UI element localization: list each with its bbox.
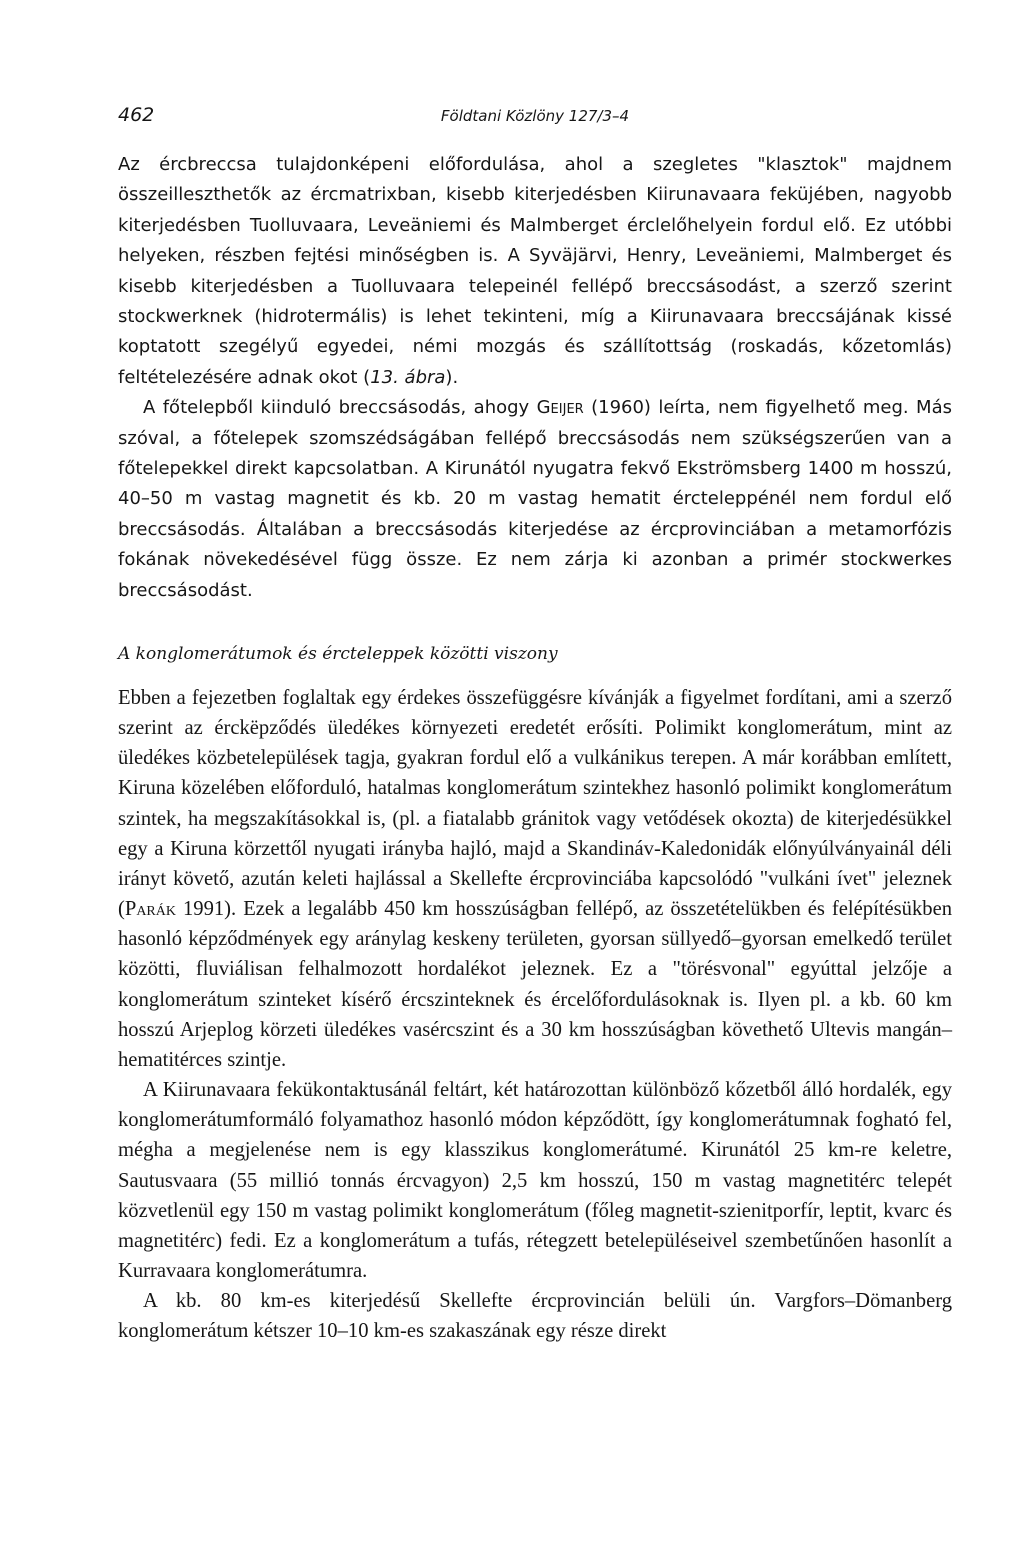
section-conglomerate — [118, 683, 952, 1346]
page-number: 462 — [118, 104, 155, 126]
section-heading: A konglomerátumok és ércteleppek közötti viszony — [118, 644, 558, 664]
author-name: Parák — [124, 898, 176, 921]
section-breccia — [118, 150, 952, 606]
journal-title: Földtani Közlöny 127/3–4 — [440, 107, 630, 125]
paragraph-text: ). — [445, 366, 459, 388]
paragraph-text: 1991). Ezek a legalább 450 km hosszúságban fellépő, az összetételükben és felépítésükben hasonló képződmények egy aránylag keskeny területen, gyorsan süllyedő–gyorsan emelkedő terület közötti, fluviálisan felhalmozott hordalékot jeleznek. Ez a "törésvonal" egyúttal jelzője a konglomerátum szinteket kísérő ércszinteknek és ércelőfordulásoknak is. Ilyen pl. a kb. 60 km hosszú Arjeplog körzeti üledékes vasércszint és a 30 km hosszúságban követhető Ultevis mangán–hematitérces szintje. — [118, 898, 952, 1071]
paragraph-text: Ebben a fejezetben foglaltak egy érdekes összefüggésre kívánják a figyelmet fordítani, ami a szerző szerint az érckëpződés üledékes környezeti eredetét erősíti. Polimikt konglomerátum, mint az üledékes közbetelepülések tagja, gyakran fordul elő a vulkánikus terepen. A már korábban említett, Kiruna közelében előforduló, hatalmas konglomerátum szintekhez hasonló polimikt konglomerátum szintek, ha megszakításokkal is, (pl. a fiatalabb gránitok vagy vetődések okozta) de kiterjedésükkel egy a Kiruna körzettől nyugati irányba hajló, majd a Skandináv-Kaledonidák előnyúlványainál déli irányt követő, azután keleti hajlással a Skellefte ércprovinciába kapcsolódó "vulkáni ívet" jeleznek ( — [118, 687, 952, 921]
paragraph-text: Az ércbreccsa tulajdonképeni előfordulása, ahol a szegletes "klasztok" majdnem összeilleszthetők az ércmatrixban, kisebb kiterjedésben Kiirunavaara feküjében, nagyobb kiterjedésben Tuolluvaara, Leveäniemi és Malmberget érclelőhelyein fordul elő. Ez utóbbi helyeken, részben fejtési minőségben is. A Syväjärvi, Henry, Leveäniemi, Malmberget és kisebb kiterjedésben a Tuolluvaara telepeinél fellépő breccsásodást, a szerző szerint stockwerknek (hidrotermális) is lehet tekinteni, míg a Kiirunavaara breccsájának kissé koptatott szegélyű egyedei, némi mozgás és szállítottság (roskadás, kőzetomlás) feltételezésére adnak okot ( — [118, 154, 952, 388]
paragraph-text: A főtelepből kiinduló breccsásodás, ahogy — [143, 397, 537, 419]
paragraph: A kb. 80 km-es kiterjedésű Skellefte ércprovincián belüli ún. Vargfors–Dömanberg konglomerátum kétszer 10–10 km-es szakaszának egy része direkt — [118, 1290, 952, 1343]
paragraph — [118, 683, 952, 1075]
paragraph — [118, 393, 952, 606]
running-header — [118, 104, 952, 132]
author-name: Geijer — [536, 397, 584, 419]
paragraph-text: (1960) leírta, nem figyelhető meg. Más szóval, a főtelepek szomszédságában fellépő breccsásodás nem szükségszerűen van a főtelepekkel direkt kapcsolatban. A Kirunától nyugatra fekvő Ekströmsberg 1400 m hosszú, 40–50 m vastag magnetit és kb. 20 m vastag hematit ércteleppénél nem fordul elő breccsásodás. Általában a breccsásodás kiterjedése az ércprovinciában a metamorfózis fokának növekedésével függ össze. Ez nem zárja ki azonban a primér stockwerkes breccsásodást. — [118, 397, 952, 601]
paragraph — [118, 150, 952, 393]
figure-reference: 13. ábra — [370, 366, 446, 388]
paragraph: A Kiirunavaara fekükontaktusánál feltárt, két határozottan különböző kőzetből álló hordalék, egy konglomerátumformáló folyamathoz hasonló módon képződött, így konglomerátumnak fogható fel, mégha a megjelenése nem is egy klasszikus konglomerátumé. Kirunától 25 km-re keletre, Sautusvaara (55 millió tonnás ércvagyon) 2,5 km hosszú, 150 m vastag magnetitérc telepét közvetlenül egy 150 m vastag polimikt konglomerátum (főleg magnetit-szienitporfír, leptit, kvarc és magnetitérc) fedi. Ez a konglomerátum a tufás, rétegzett betelepüléseivel szembetűnően hasonlít a Kurravaara konglomerátumra. — [118, 1079, 952, 1282]
